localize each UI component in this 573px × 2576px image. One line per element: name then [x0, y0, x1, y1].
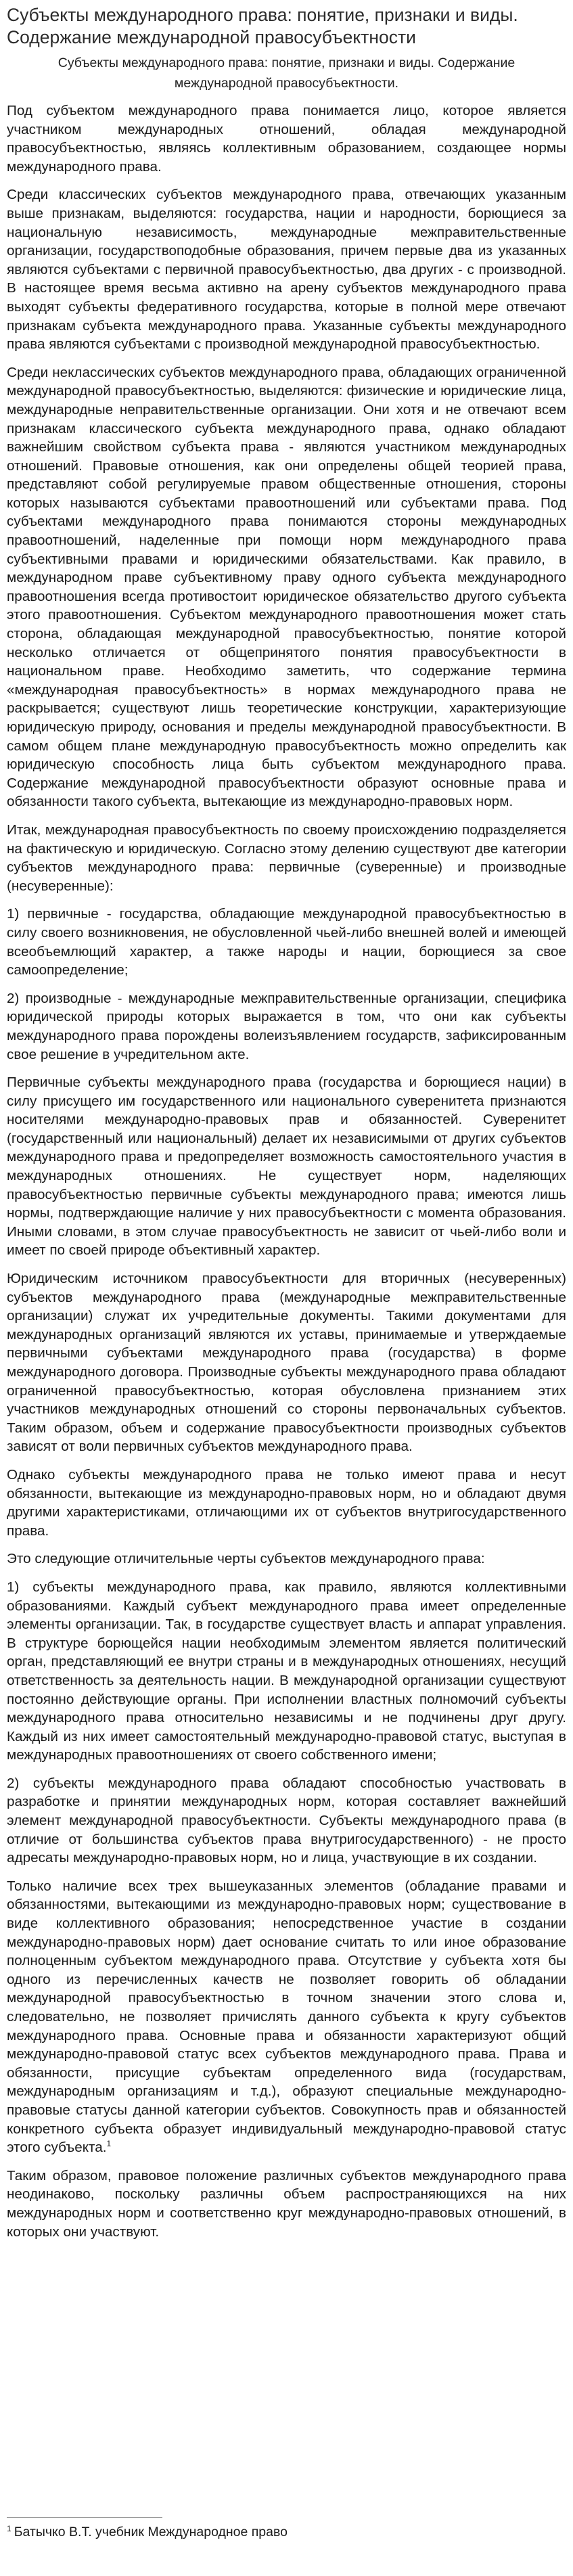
footnote-reference[interactable]: 1 — [106, 2139, 112, 2149]
paragraph-text: Только наличие всех трех вышеуказанных элементов (обладание правами и обязанностями, вытекающими из международно-правовых норм; существование в виде коллективного образования; непосредственное участие в создании международно-правовых норм) дает основание считать то или иное образование полноценным субъектом международного права. Отсутствие у субъекта хотя бы одного из перечисленных качеств не позволяет говорить об обладании международной правосубъектностью в точном значении этого слова и, следовательно, не позволяет причислять данного субъекта к кругу субъектов международного права. Основные права и обязанности характеризуют общий международно-правовой статус всех субъектов международного права. Права и обязанности, присущие субъектам определенного вида (государствам, международным организациям и т.д.), образуют специальные международно-правовые статусы данной категории субъектов. Совокупность прав и обязанностей конкретного субъекта образует индивидуальный международно-правовой статус этого субъекта. — [7, 1878, 566, 2156]
paragraph: Среди классических субъектов международного права, отвечающих указанным выше признакам, выделяются: государства, нации и народности, борющиеся за национальную независимость, международные межправительственные организации, государствоподобные образования, причем первые два из указанных являются субъектами с первичной правосубъектностью, два других - с производной. В настоящее время весьма активно на арену субъектов международного права выходят субъекты федеративного государства, которые в полной мере отвечают признакам субъекта международного права. Указанные субъекты международного права являются субъектами с производной международной правосубъектностью. — [7, 187, 566, 353]
paragraph: 2) производные - международные межправительственные организации, специфика юридической природы которых выражается в том, что они как субъекты международного права порождены волеизъявлением государств, зафиксированным свое решение в учредительном акте. — [7, 990, 566, 1062]
page-subtitle: Субъекты международного права: понятие, признаки и виды. Содержание международной правосубъектности. — [58, 55, 515, 91]
page-title: Субъекты международного права: понятие, признаки и виды. Содержание международной правосубъектности — [7, 5, 518, 47]
paragraph: Итак, международная правосубъектность по своему происхождению подразделяется на фактическую и юридическую. Согласно этому делению существуют две категории субъектов международного права: первичные (суверенные) и производные (несуверенные): — [7, 821, 566, 894]
paragraph: 1) первичные - государства, обладающие международной правосубъектностью в силу своего возникновения, не обусловленной чьей-либо внешней волей и имеющей всеобъемлющий характер, а также народы и нации, борющиеся за свое самоопределение; — [7, 906, 566, 978]
paragraph-with-footnote — [7, 1877, 566, 2157]
footnote-marker: 1 — [7, 2523, 12, 2533]
paragraph: Юридическим источником правосубъектности для вторичных (несуверенных) субъектов международного права (международные межправительственные организации) служат их учредительные документы. Такими документами для международных организаций являются их уставы, принимаемые и утверждаемые первичными субъектами международного права (государства) в форме международного договора. Производные субъекты международного права обладают ограниченной правосубъектностью, которая обусловлена признанием этих участников международных отношений со стороны первоначальных субъектов. Таким образом, объем и содержание правосубъектности производных субъектов зависят от воли первичных субъектов международного права. — [7, 1271, 566, 1455]
footnotes — [7, 2517, 566, 2541]
footnote-divider — [7, 2517, 162, 2518]
document-body — [7, 101, 566, 2241]
footnote-text: Батычко В.Т. учебник Международное право — [14, 2525, 288, 2539]
paragraph: Однако субъекты международного права не только имеют права и несут обязанности, вытекающие из международно-правовых норм, но и обладают двумя другими характеристиками, отличающими их от субъектов внутригосударственного права. — [7, 1466, 566, 1539]
paragraph: 2) субъекты международного права обладают способностью участвовать в разработке и принятии международных норм, которая составляет важнейший элемент международной правосубъектности. Субъекты международного права (в отличие от большинства субъектов права внутригосударственного) - не просто адресаты международно-правовых норм, но и лица, участвующие в их создании. — [7, 1775, 566, 1866]
paragraph: Под субъектом международного права понимается лицо, которое является участником международных отношений, обладая международной правосубъектностью, являясь коллективным образованием, создающее нормы международного права. — [7, 103, 566, 175]
paragraph: 1) субъекты международного права, как правило, являются коллективными образованиями. Каждый субъект международного права имеет определенные элементы организации. Так, в государстве существует власть и аппарат управления. В структуре борющейся нации необходимым элементом является политический орган, представляющий ее внутри страны и в международных отношениях, несущий ответственность за деятельность нации. В международной организации существуют постоянно действующие органы. При исполнении властных полномочий субъекты международного права относительно независимы и не подчинены друг другу. Каждый из них имеет самостоятельный международно-правовой статус, выступая в международных правоотношениях от своего собственного имени; — [7, 1579, 566, 1763]
paragraph: Таким образом, правовое положение различных субъектов международного права неодинаково, поскольку различны объем распространяющихся на них международных норм и соответственно круг международно-правовых отношений, в которых они участвуют. — [7, 2167, 566, 2240]
paragraph: Среди неклассических субъектов международного права, обладающих ограниченной международной правосубъектностью, выделяются: физические и юридические лица, международные неправительственные организации. Они хотя и не отвечают всем признакам классического субъекта международного права, однако обладают важнейшим свойством субъекта права - являются участником международных отношений. Правовые отношения, как они определены общей теорией права, представляют собой регулируемые правом общественные отношения, стороны которых называются субъектами правоотношений или субъектами права. Под субъектами международного права понимаются стороны международных правоотношений, наделенные при помощи норм международного права субъективными правами и юридическими обязательствами. Как правило, в международном праве субъективному праву одного субъекта международного правоотношения всегда противостоит юридическое обязательство другого субъекта этого правоотношения. Субъектом международного правоотношения может стать сторона, обладающая международной правосубъектностью, понятие которой несколько отличается от общепринятого понятия правосубъектности в национальном праве. Необходимо заметить, что содержание термина «международная правосубъектность» в нормах международного права не раскрывается; существуют лишь теоретические конструкции, характеризующие юридическую природу, основания и пределы международной правосубъектности. В самом общем плане международную правосубъектность можно определить как юридическую способность лица быть субъектом международного права. Содержание международной правосубъектности образуют основные права и обязанности такого субъекта, вытекающие из международно-правовых норм. — [7, 364, 566, 810]
paragraph: Первичные субъекты международного права (государства и борющиеся нации) в силу присущего им государственного или национального суверенитета признаются носителями международно-правовых прав и обязанностей. Суверенитет (государственный или национальный) делает их независимыми от других субъектов международного права и предопределяет возможность самостоятельного участия в международных отношениях. Не существует норм, наделяющих правосубъектностью первичные субъекты международного права; имеются лишь нормы, подтверждающие наличие у них правосубъектности с момента образования. Иными словами, в этом случае правосубъектность не зависит от чьей-либо воли и имеет по своей природе объективный характер. — [7, 1075, 566, 1259]
footnote — [7, 2523, 566, 2541]
paragraph: Это следующие отличительные черты субъектов международного права: — [7, 1551, 485, 1567]
